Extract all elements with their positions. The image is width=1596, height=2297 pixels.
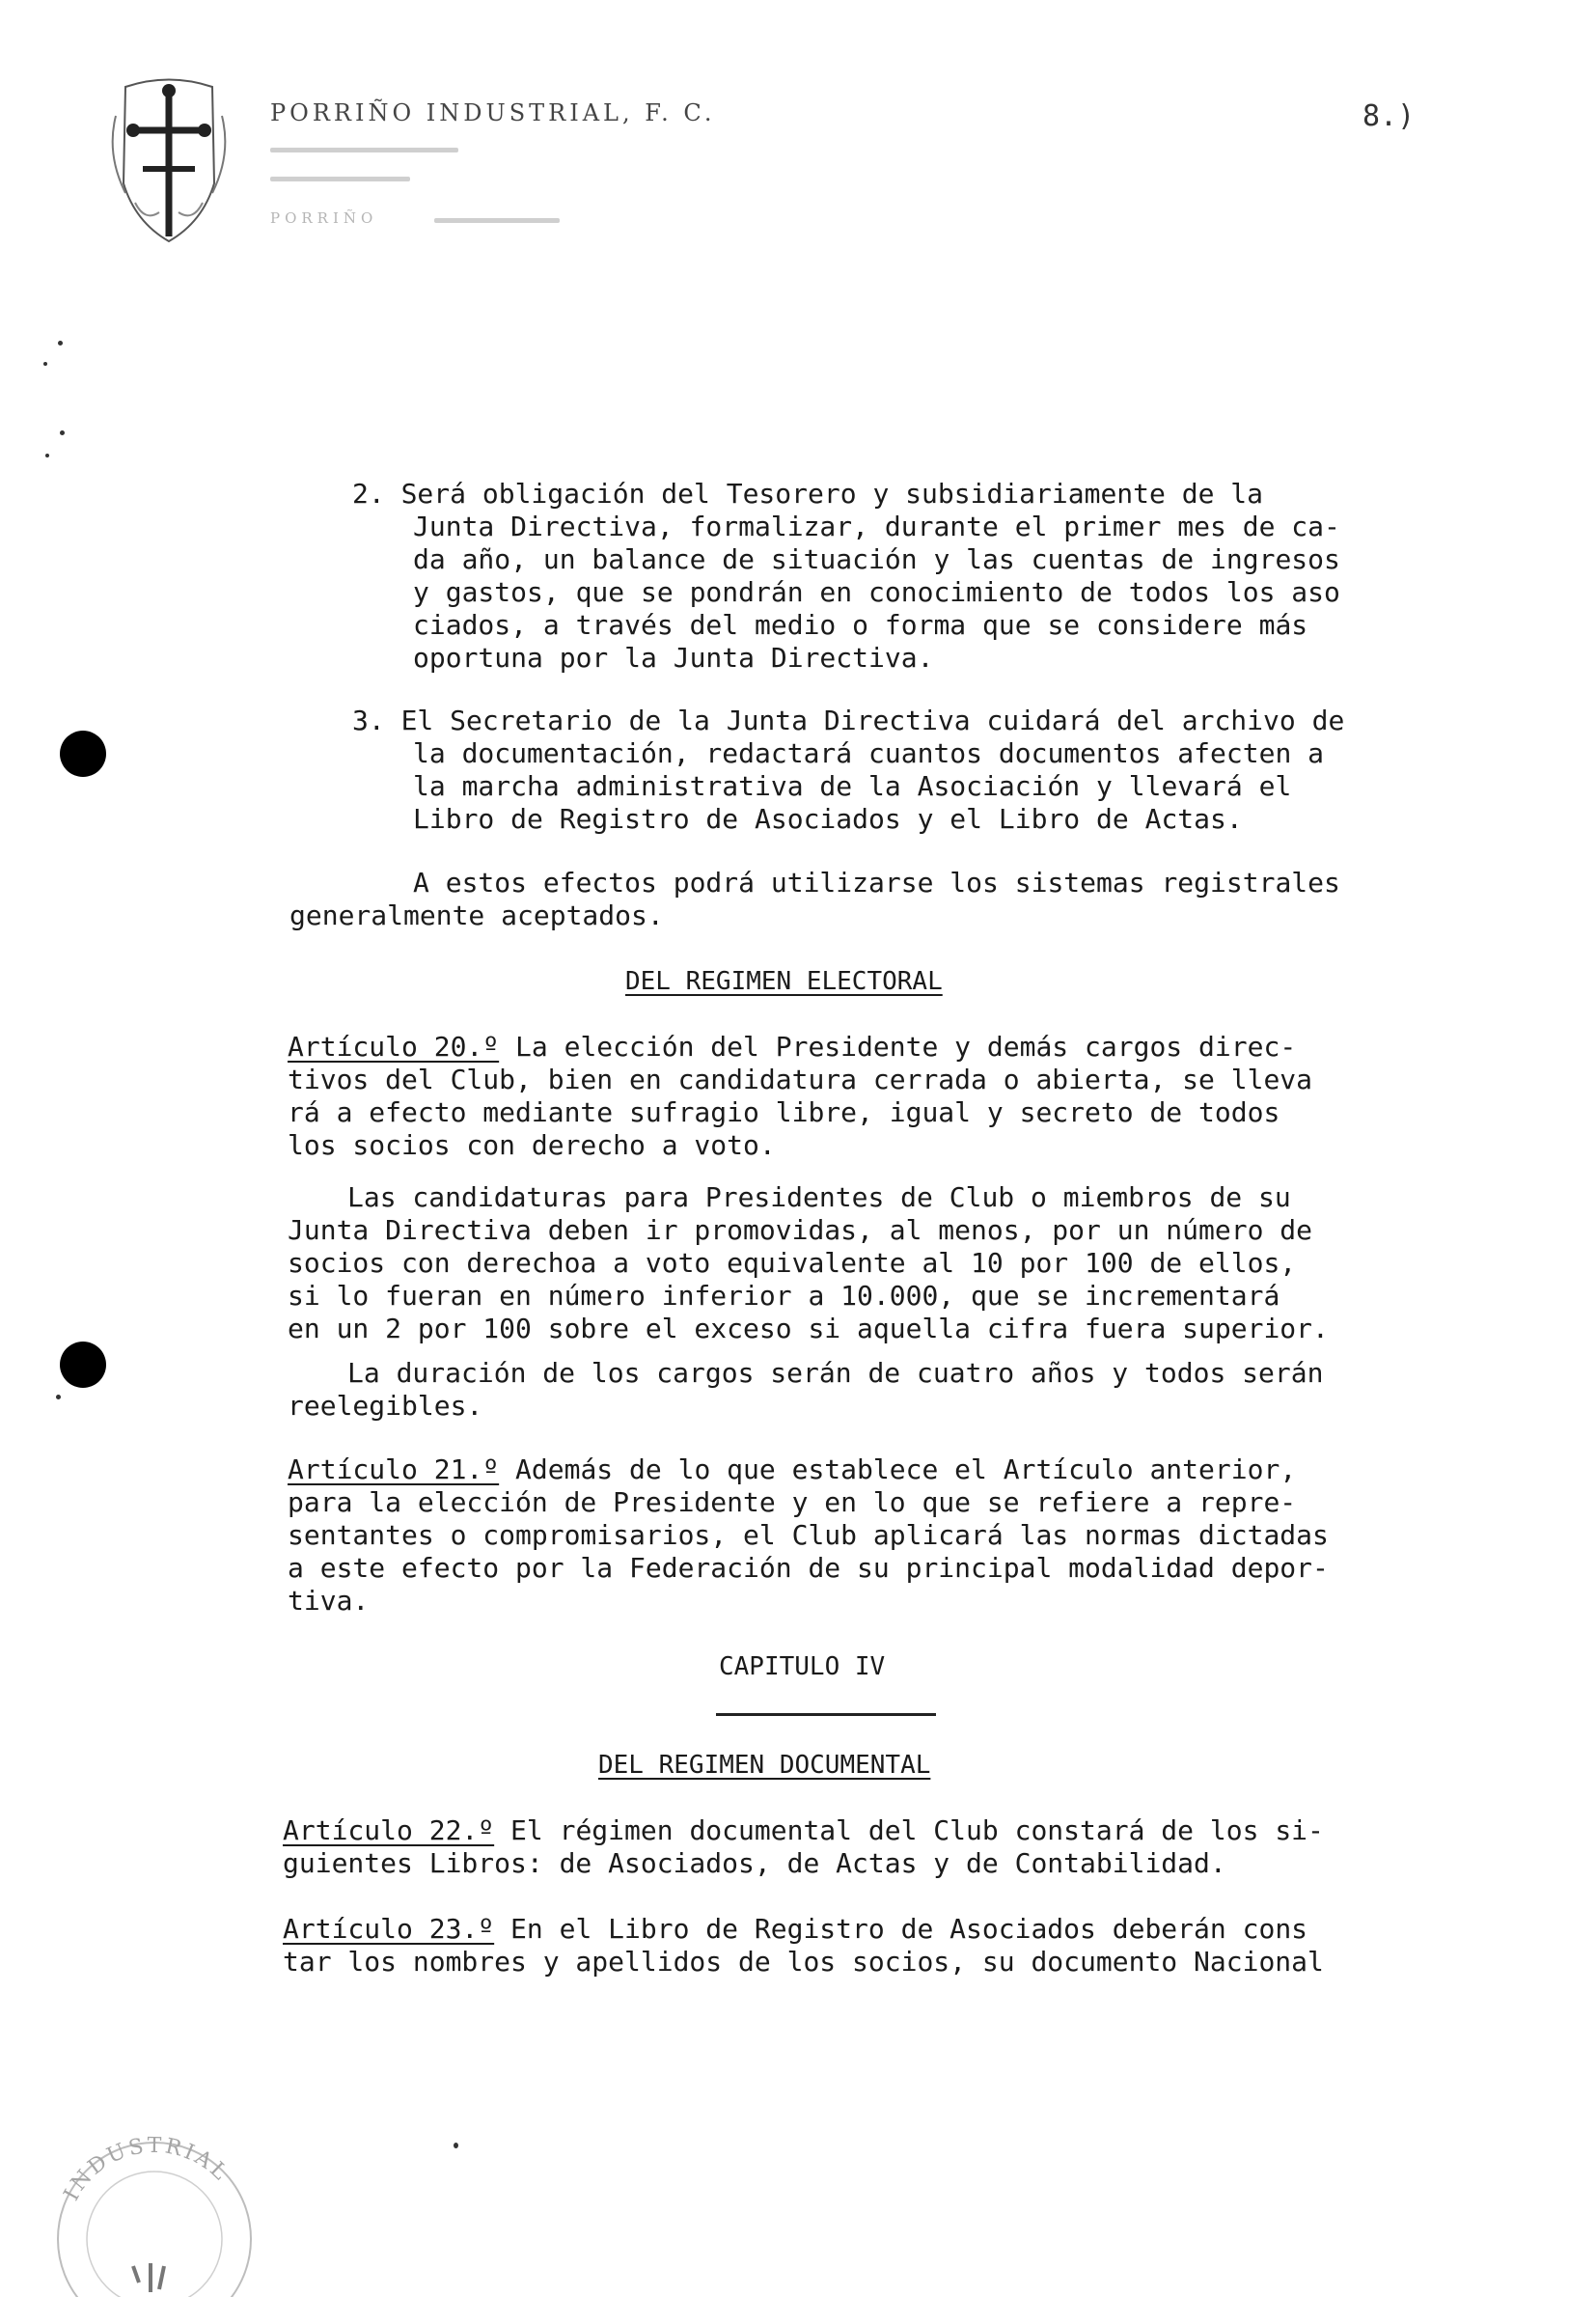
text-line: para la elección de Presidente y en lo que se refiere a repre- (288, 1486, 1297, 1518)
text-line: socios con derechoa a voto equivalente al 10 por 100 de ellos, (288, 1247, 1297, 1279)
text-line: Junta Directiva, formalizar, durante el primer mes de ca- (413, 511, 1340, 542)
text-line: Junta Directiva deben ir promovidas, al menos, por un número de (288, 1214, 1313, 1246)
text-line: tivos del Club, bien en candidatura cerrada o abierta, se lleva (288, 1064, 1313, 1095)
letterhead-town: PORRIÑO (270, 209, 378, 227)
club-name: PORRIÑO INDUSTRIAL, F. C. (270, 99, 716, 126)
chapter-title: CAPITULO IV (719, 1652, 886, 1681)
section-heading-documental: DEL REGIMEN DOCUMENTAL (598, 1751, 931, 1780)
speck-mark (56, 1395, 61, 1399)
text-line: rá a efecto mediante sufragio libre, igual y secreto de todos (288, 1096, 1280, 1128)
text-line: reelegibles. (288, 1390, 483, 1422)
text-line: Las candidaturas para Presidentes de Club o miembros de su (347, 1181, 1291, 1213)
page-number: 8.) (1362, 99, 1416, 133)
club-stamp-seal (39, 2104, 261, 2297)
text-line: da año, un balance de situación y las cuentas de ingresos (413, 543, 1340, 575)
text-line: y gastos, que se pondrán en conocimiento de todos los aso (413, 576, 1340, 608)
text-line: 3. El Secretario de la Junta Directiva cuidará del archivo de (352, 705, 1345, 736)
text-line: 2. Será obligación del Tesorero y subsidiariamente de la (352, 478, 1264, 510)
text-line: A estos efectos podrá utilizarse los sistemas registrales (413, 867, 1340, 899)
text-line: tiva. (288, 1585, 370, 1617)
text-line (288, 1031, 1296, 1064)
text-line: la marcha administrativa de la Asociación y llevará el (413, 770, 1292, 802)
text-line: si lo fueran en número inferior a 10.000, que se incrementará (288, 1280, 1280, 1312)
letterhead-address-line-1 (270, 148, 458, 152)
text-line: guientes Libros: de Asociados, de Actas y de Contabilidad. (283, 1847, 1226, 1879)
text-line (288, 1453, 1296, 1486)
chapter-divider (716, 1713, 936, 1716)
article-label: Artículo 20.º (288, 1031, 500, 1063)
speck-mark (43, 362, 47, 366)
speck-mark (45, 454, 49, 457)
article-label: Artículo 21.º (288, 1453, 500, 1485)
text-line: oportuna por la Junta Directiva. (413, 642, 934, 674)
letterhead-address-line-2 (270, 177, 410, 181)
text-line (283, 1814, 1324, 1847)
text-line: La duración de los cargos serán de cuatro años y todos serán (347, 1357, 1324, 1389)
text-line: la documentación, redactará cuantos documentos afecten a (413, 737, 1325, 769)
svg-text:INDUSTRIAL: INDUSTRIAL (59, 2133, 234, 2205)
letterhead-address-line-3 (434, 218, 560, 223)
text-line: en un 2 por 100 sobre el exceso si aquella cifra fuera superior. (288, 1313, 1329, 1344)
article-label: Artículo 22.º (283, 1814, 495, 1846)
section-heading-electoral: DEL REGIMEN ELECTORAL (625, 967, 943, 996)
club-crest-logo (106, 77, 232, 251)
article-text: Además de lo que establece el Artículo anterior, (499, 1453, 1297, 1485)
text-line: sentantes o compromisarios, el Club aplicará las normas dictadas (288, 1519, 1329, 1551)
text-line: Libro de Registro de Asociados y el Libro de Actas. (413, 803, 1243, 835)
punch-hole (60, 1342, 106, 1388)
article-text: El régimen documental del Club constará de los si- (494, 1814, 1324, 1846)
speck-mark (454, 2143, 458, 2148)
text-line: ciados, a través del medio o forma que se considere más (413, 609, 1308, 641)
text-line: a este efecto por la Federación de su principal modalidad depor- (288, 1552, 1329, 1584)
speck-mark (58, 341, 63, 346)
article-label: Artículo 23.º (283, 1913, 495, 1945)
text-line: tar los nombres y apellidos de los socios, su documento Nacional (283, 1946, 1324, 1978)
punch-hole (60, 731, 106, 777)
text-line (283, 1913, 1307, 1946)
text-line: generalmente aceptados. (289, 899, 664, 931)
speck-mark (60, 430, 65, 435)
article-text: En el Libro de Registro de Asociados deberán cons (494, 1913, 1308, 1945)
text-line: los socios con derecho a voto. (288, 1129, 776, 1161)
article-text: La elección del Presidente y demás cargos direc- (499, 1031, 1297, 1063)
